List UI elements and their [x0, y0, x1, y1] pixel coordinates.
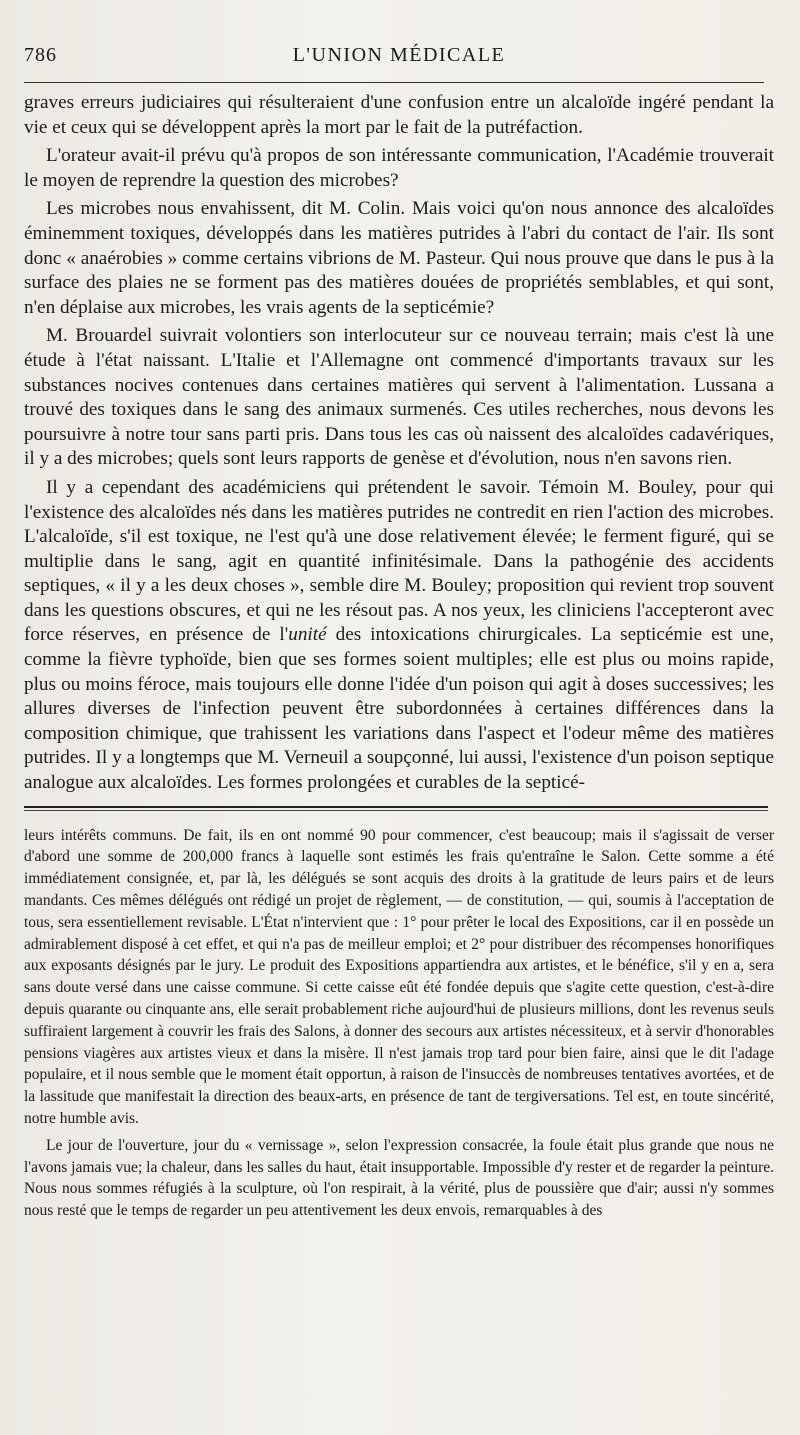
article-paragraph: Les microbes nous envahissent, dit M. Colin. Mais voici qu'on nous annonce des alcaloïdes éminemment toxiques, développés dans les matières putrides à l'abri du contact de l'air. Ils sont donc « anaérobies » comme certains vibrions de M. Pasteur. Qui nous prouve que dans le pus à la surface des plaies ne se forment pas des matières douées de propriétés semblables, et qui sont, n'en déplaise aux microbes, les vrais agents de la septicémie?: [24, 198, 774, 318]
text-run: des intoxications chirurgicales. La septicémie est une, comme la fièvre typhoïde, bien que ses formes soient multiples; elle est plus ou moins rapide, plus ou moins féroce, mais toujours elle donne l'idée d'un poison qui agit à doses successives; les allures diverses de l'infection peuvent être subordonnées à certaines différences dans la composition chimique, que trahissent les variations dans l'aspect et l'odeur même des matières putrides. Il y a longtemps que M. Verneuil a soupçonné, lui aussi, l'existence d'un poison septique analogue aux alcaloïdes. Les formes prolongées et curables de la septicé-: [24, 624, 774, 794]
journal-title: L'UNION MÉDICALE: [292, 44, 506, 66]
feuilleton-body: [24, 825, 774, 1222]
article-paragraph: [24, 476, 774, 796]
header-rule: [24, 82, 764, 83]
running-header: [24, 44, 774, 74]
feuilleton-paragraph: Le jour de l'ouverture, jour du « vernissage », selon l'expression consacrée, la foule était plus grande que nous ne l'avons jamais vue; la chaleur, dans les salles du haut, était insupportable. Impossible d'y rester et de regarder la peinture. Nous nous sommes réfugiés à la sculpture, où l'on respirait, à la vérité, plus de poussière que d'air; aussi n'y sommes nous resté que le temps de regarder un peu attentivement les deux envois, remarquables à des: [24, 1136, 774, 1220]
feuilleton-separator: [24, 806, 768, 811]
italic-term: unité: [288, 624, 327, 646]
article-paragraph: M. Brouardel suivrait volontiers son interlocuteur sur ce nouveau terrain; mais c'est là une étude à l'état naissant. L'Italie et l'Allemagne ont commencé d'importants travaux sur les substances nocives contenues dans certaines matières qui servent à l'alimentation. Lussana a trouvé des toxiques dans le sang des animaux surmenés. Ces utiles recherches, nous devons les poursuivre à notre tour sans parti pris. Dans tous les cas où naissent des alcaloïdes cadavériques, il y a des microbes; quels sont leurs rapports de genèse et d'évolution, nous n'en savons rien.: [24, 325, 774, 470]
article-body: [24, 91, 774, 796]
feuilleton-paragraph: leurs intérêts communs. De fait, ils en ont nommé 90 pour commencer, c'est beaucoup; mais il s'agissait de verser d'abord une somme de 200,000 francs à laquelle sont estimés les frais qu'entraîne le Salon. Cette somme a été immédiatement consignée, et, par là, les délégués se sont acquis des droits à la gratitude de leurs pairs et de leurs mandants. Ces mêmes délégués ont rédigé un projet de règlement, — de constitution, — qui, soumis à l'acceptation de tous, sera essentiellement revisable. L'État n'intervient que : 1° pour prêter le local des Expositions, car il en possède un admirablement disposé à cet effet, et qui n'a pas de meilleur emploi; et 2° pour distribuer des récompenses honorifiques aux exposants désignés par le jury. Le produit des Expositions appartiendra aux artistes, et le bénéfice, s'il y en a, sera sans doute versé dans une caisse commune. Si cette caisse eût été fondée depuis que s'agite cette question, c'est-à-dire depuis quarante ou cinquante ans, elle serait probablement riche aujourd'hui de plusieurs millions, dont les revenus seuls suffiraient largement à couvrir les frais des Salons, à donner des secours aux artistes nécessiteux, et à servir d'honorables pensions viagères aux artistes vieux et dans la misère. Il n'est jamais trop tard pour bien faire, ainsi que le dit l'adage populaire, et il nous semble que le moment était opportun, à raison de l'insuccès de nombreuses tentatives avortées, et de la lassitude que manifestait la direction des beaux-arts, en présence de tant de tergiversations. Tel est, en toute sincérité, notre humble avis.: [24, 826, 774, 1127]
page-number: 786: [24, 44, 57, 66]
text-run: Il y a cependant des académiciens qui prétendent le savoir. Témoin M. Bouley, pour qui l'existence des alcaloïdes nés dans les matières putrides ne contredit en rien l'action des microbes. L'alcaloïde, s'il est toxique, ne l'est qu'à une dose relativement élevée; le ferment figuré, qui se multiplie dans le sang, agit en quantité infinitésimale. Dans la pathogénie des accidents septiques, « il y a les deux choses », semble dire M. Bouley; proposition qui revient trop souvent dans les questions obscures, et qui ne les résout pas. A nos yeux, les cliniciens l'accepteront avec force réserves, en présence de l': [24, 476, 774, 646]
article-paragraph: graves erreurs judiciaires qui résulteraient d'une confusion entre un alcaloïde ingéré pendant la vie et ceux qui se développent après la mort par le fait de la putréfaction.: [24, 92, 774, 138]
article-paragraph: L'orateur avait-il prévu qu'à propos de son intéressante communication, l'Académie trouverait le moyen de reprendre la question des microbes?: [24, 145, 774, 191]
